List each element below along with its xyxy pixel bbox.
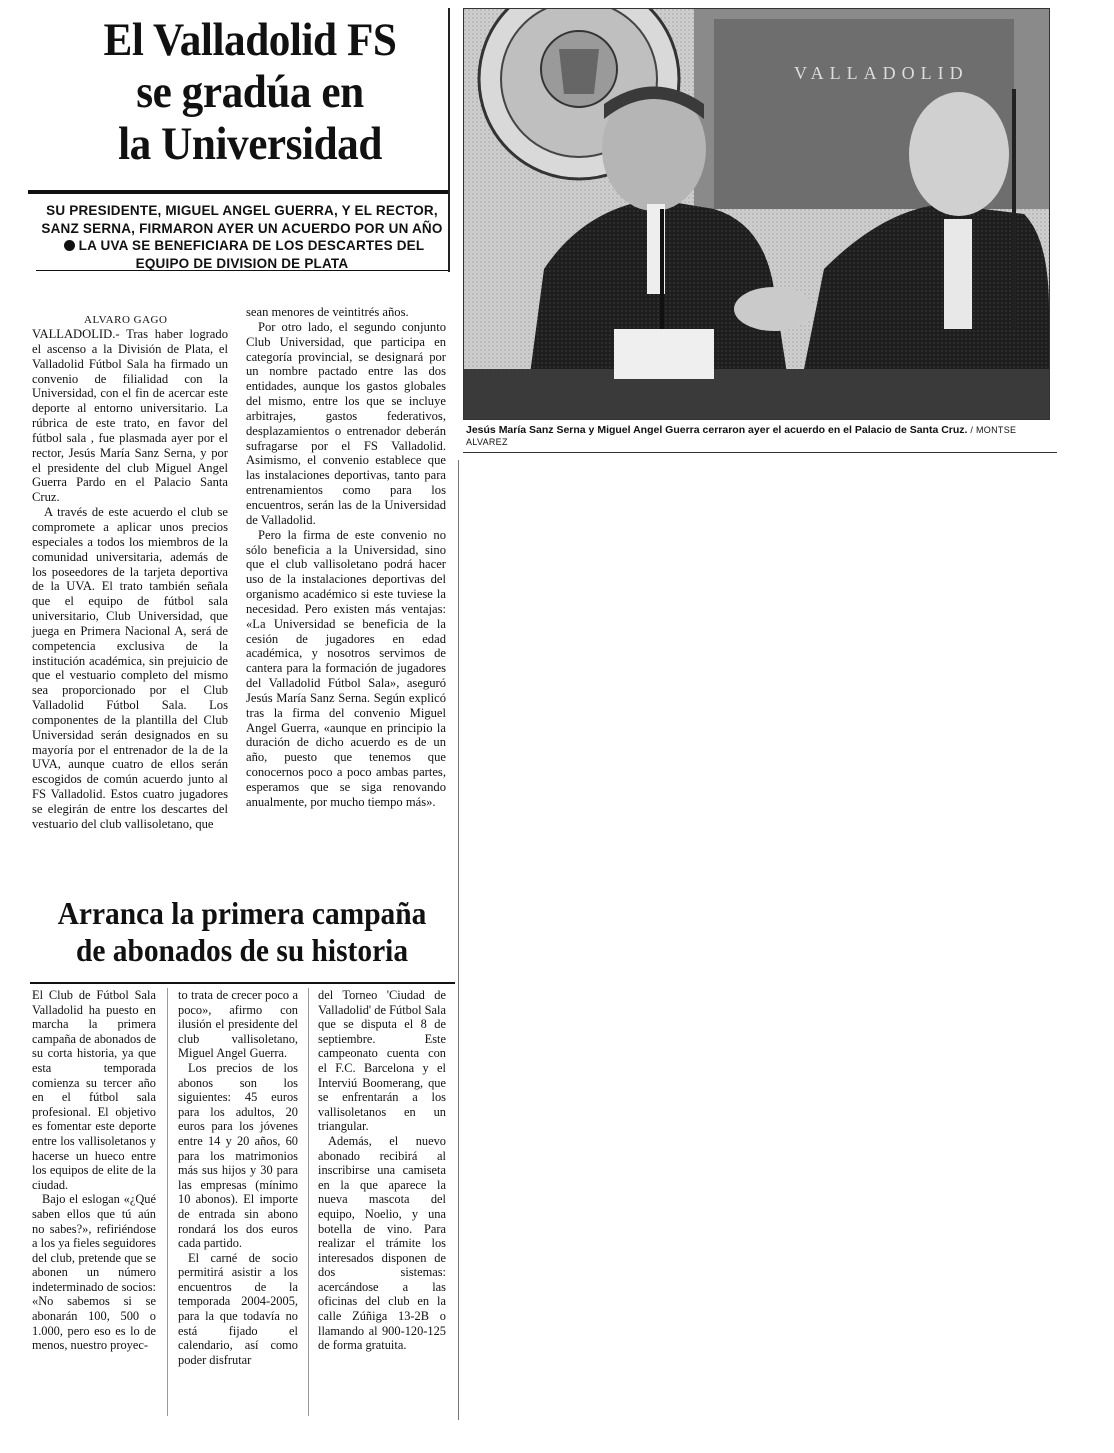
caption-text: Jesús María Sanz Serna y Miguel Angel Guerra cerraron ayer el acuerdo en el Palacio de Santa Cruz. <box>466 424 968 436</box>
column-separator <box>308 988 309 1416</box>
headline <box>57 14 443 170</box>
headline-line-2: se gradúa en <box>136 66 364 118</box>
paragraph: del Torneo 'Ciudad de Valladolid' de Fútbol Sala que se disputa el 8 de septiembre. Este campeonato cuenta con el F.C. Barcelona y el Interviú Boomerang, que se enfrentarán a los vallisoletanos en un triangular. <box>318 988 446 1134</box>
secondary-headline <box>49 895 435 969</box>
paragraph: El Club de Fútbol Sala Valladolid ha puesto en marcha la primera campaña de abonados de su corta historia, ya que esta temporada comienza su tercer año en el fútbol sala profesional. El objetivo es fomentar este deporte entre los vallisoletanos y hacerse un hueco entre los equipos de elite de la ciudad. <box>32 988 156 1192</box>
paragraph: A través de este acuerdo el club se compromete a aplicar unos precios especiales a todos los miembros de la comunidad universitaria, además de los poseedores de la tarjeta deportiva de la UVA. El trato también señala que el equipo de fútbol sala universitario, Club Universidad, que juega en Primera Nacional A, será de competencia exclusiva de la institución académica, sin prejuicio de que el vestuario completo del mismo sea proporcionado por el Club Valladolid Fútbol Sala. Los componentes de la plantilla del Club Universidad serán designados en su mayoría por el entrenador de la de la UVA, aunque cuatro de ellos serán escogidos de común acuerdo junto al FS Valladolid. Estos cuatro jugadores se elegirán de entre los descartes del vestuario del club vallisoletano, que <box>32 505 228 831</box>
bullet-dot-icon <box>64 240 75 251</box>
article2-column-3 <box>318 988 446 1353</box>
headline-vertical-rule <box>448 8 450 272</box>
paragraph: VALLADOLID.- Tras haber logrado el ascenso a la División de Plata, el Valladolid Fútbol Sala ha firmado un convenio de filialidad con la Universidad, con el fin de acercar este deporte al entorno universitario. La rúbrica de este trato, en favor del fútbol sala , fue plasmada ayer por el rector, Jesús María Sanz Serna, y por el presidente del club Miguel Angel Guerra Pardo en el Palacio Santa Cruz. <box>32 327 228 505</box>
news-photo <box>463 8 1050 420</box>
paragraph: Bajo el eslogan «¿Qué saben ellos que tú aún no sabes?», refiriéndose a los ya fieles seguidores del club, pretende que se abonen un número indeterminado de socios: «No sabemos si se abonarán 100, 500 o 1.000, pero eso es lo de menos, nuestro proyec- <box>32 1192 156 1353</box>
seal-text: VALLADOLID <box>794 63 969 83</box>
deck-rule <box>36 270 448 271</box>
paragraph: sean menores de veintitrés años. <box>246 305 409 319</box>
headline-line-1: El Valladolid FS <box>103 14 397 66</box>
article-column-2 <box>246 305 446 810</box>
secondary-headline-line-1: Arranca la primera campaña <box>57 895 427 931</box>
deck-part-2: LA UVA SE BENEFICIARA DE LOS DESCARTES DEL EQUIPO DE DIVISION DE PLATA <box>78 238 425 271</box>
paragraph: Pero la firma de este convenio no sólo beneficia a la Universidad, sino que el club vallisoletano podrá hacer uso de la instalaciones deportivas del organismo académico si este tuviese la necesidad. Pero existen más ventajas: «La Universidad se beneficia de la cesión de jugadores en edad académica, y nosotros servimos de cantera para la formación de jugadores del Valladolid Fútbol Sala», aseguró Jesús María Sanz Serna. Según explicó tras la firma del convenio Miguel Angel Guerra, «aunque en principio la duración de dicho acuerdo es de un año, puesto que tenemos que conocernos poco a poco ambas partes, esperamos que se siga renovando anualmente, por mucho tiempo más». <box>246 527 446 809</box>
paragraph: Además, el nuevo abonado recibirá al inscribirse una camiseta en la que aparece la nueva mascota del equipo, Noelio, y una botella de vino. Para realizar el trámite los interesados disponen de dos sistemas: acercándose a las oficinas del club en la calle Zúñiga 13-2B o llamando al 900-120-125 de forma gratuita. <box>318 1133 446 1353</box>
deck-part-1: SU PRESIDENTE, MIGUEL ANGEL GUERRA, Y EL RECTOR, SANZ SERNA, FIRMARON AYER UN ACUERDO POR UN AÑO <box>41 203 443 236</box>
headline-line-3: la Universidad <box>118 118 382 170</box>
article-column-1 <box>32 327 228 832</box>
paragraph: Los precios de los abonos son los siguientes: 45 euros para los adultos, 20 euros para los jóvenes entre 14 y 20 años, 60 para los matrimonios más sus hijos y 30 para las empresas (mínimo 10 abonos). El importe de entrada sin abono rondará los dos euros cada partido. <box>178 1060 298 1251</box>
photo-caption <box>466 424 1056 448</box>
paragraph: El carné de socio permitirá asistir a los encuentros de la temporada 2004-2005, para la que todavía no está fijado el calendario, así como poder disfrutar <box>178 1250 298 1367</box>
secondary-rule <box>30 982 455 984</box>
caption-rule <box>463 452 1057 453</box>
byline: ALVARO GAGO <box>84 314 168 326</box>
page-divider <box>458 460 459 1420</box>
paragraph: to trata de crecer poco a poco», afirmo con ilusión el presidente del club vallisoletano, Miguel Angel Guerra. <box>178 988 298 1061</box>
article2-column-1 <box>32 988 156 1353</box>
photo-illustration <box>464 9 1049 419</box>
column-separator <box>167 988 168 1416</box>
photo-credit: / MONTSE ALVAREZ <box>466 425 1017 447</box>
article2-column-2 <box>178 988 298 1367</box>
secondary-headline-line-2: de abonados de su historia <box>75 932 409 968</box>
headline-rule <box>28 190 448 194</box>
deck <box>36 202 448 272</box>
paragraph: Por otro lado, el segundo conjunto Club Universidad, que participa en categoría provincial, se designará por un nombre pactado entre las dos entidades, aunque los gastos globales del mismo, entre los que se incluye arbitrajes, gastos federativos, desplazamientos o entrenador deberán sufragarse por el FS Valladolid. Asimismo, el convenio establece que las instalaciones deportivas, tanto para entrenamientos como para los encuentros, serán las de la Universidad de Valladolid. <box>246 319 446 527</box>
